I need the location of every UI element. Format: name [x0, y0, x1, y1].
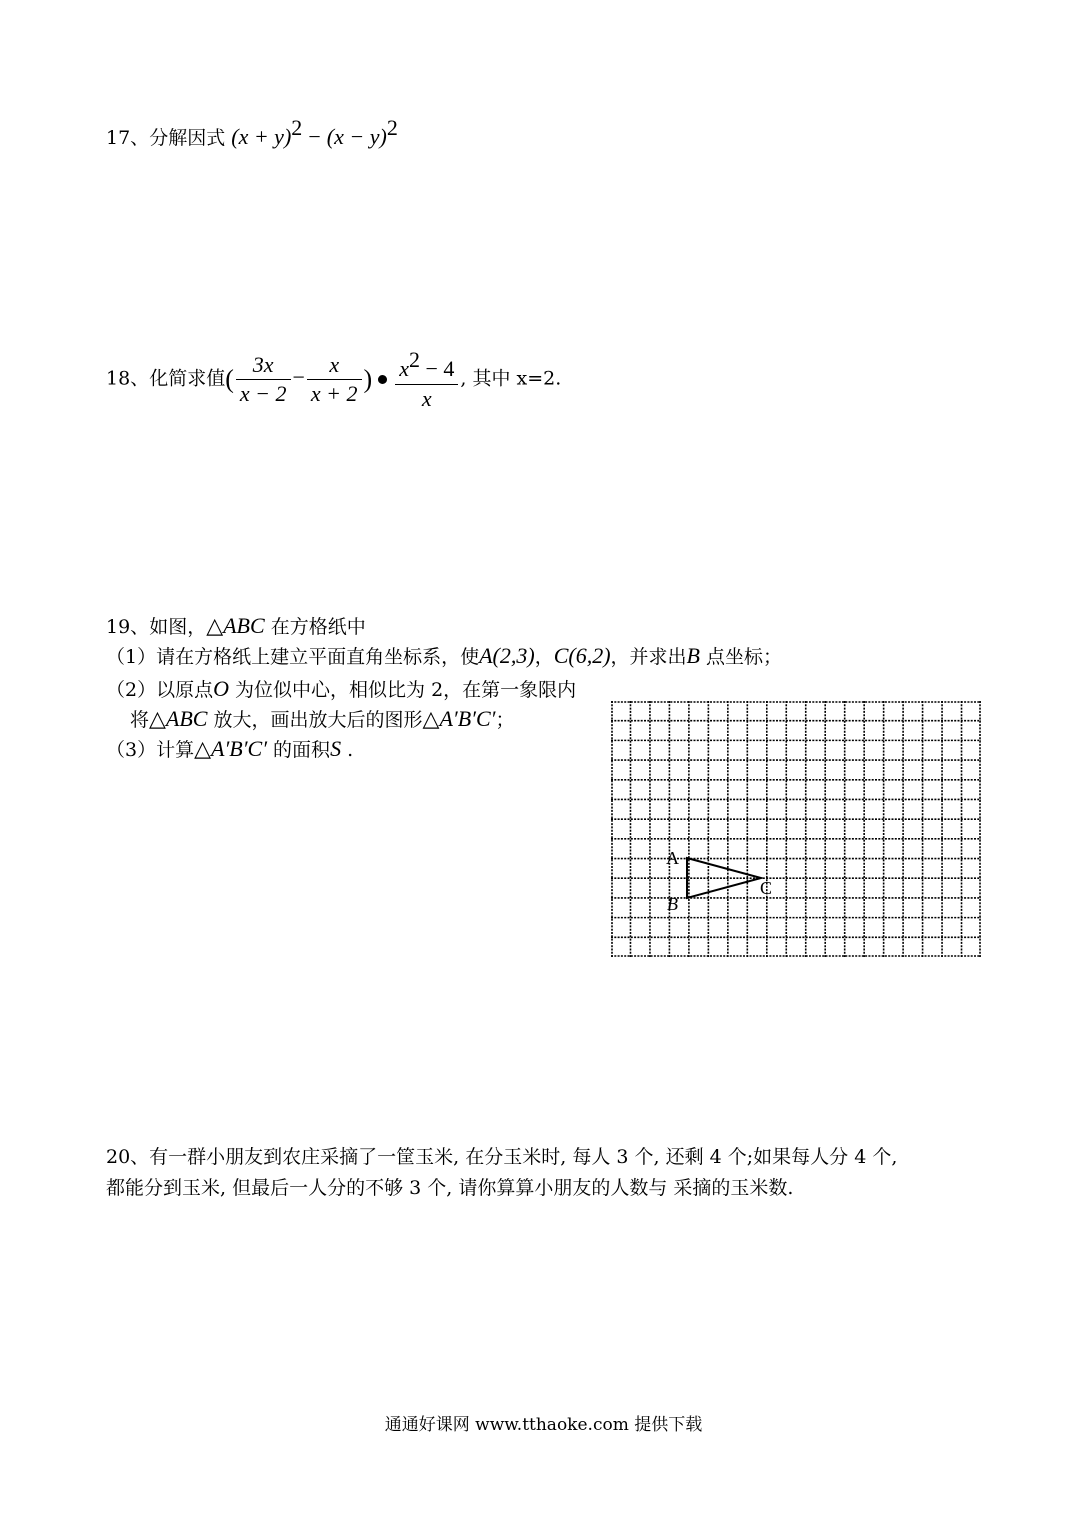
footer: 通通好课网 www.tthaoke.com 提供下载 — [384, 1415, 703, 1435]
q19-p1-sep: ， — [534, 646, 554, 668]
q17-number: 17、 — [106, 127, 150, 149]
q19-p3-text-a: （3）计算 — [106, 739, 195, 761]
label-c: C — [760, 878, 773, 898]
q19-p2-triangle-prime: △A′B′C′ — [422, 706, 496, 731]
q19-p2-text-d: 放大，画出放大后的图形 — [207, 709, 423, 731]
q19-p2-text-b: 为位似中心，相似比为 2，在第一象限内 — [228, 679, 577, 701]
q18-number: 18、 — [106, 367, 150, 390]
q18-f3-num-rest: − 4 — [419, 356, 455, 381]
q20-line-1: 20、有一群小朋友到农庄采摘了一筐玉米, 在分玉米时, 每人 3 个, 还剩 4 个;如果每人分 4 个, — [106, 1146, 898, 1168]
q18-f3-num-exp: 2 — [408, 347, 420, 372]
q17-expr-a: (x + y) — [231, 124, 292, 149]
q17-exp-a: 2 — [291, 115, 303, 140]
q19-p2-origin: O — [213, 676, 229, 701]
q18-close-paren: ) — [363, 364, 373, 394]
q19-part-2 — [106, 677, 576, 702]
q19-p2-text-e: ； — [495, 709, 515, 731]
q18-fraction-1 — [236, 353, 291, 406]
q17-prompt: 分解因式 — [149, 127, 226, 149]
q19-p2-triangle: △ABC — [149, 706, 208, 731]
q18-minus: − — [292, 364, 305, 390]
q19-p3-area-s: S — [330, 736, 342, 761]
q19-part-2-cont — [130, 707, 514, 732]
q18-f2-denominator: x + 2 — [310, 381, 358, 406]
q18-fraction-3 — [395, 348, 458, 411]
q19-intro-a: 如图， — [149, 616, 207, 638]
q19-part-1 — [106, 644, 782, 669]
q18-open-paren: ( — [225, 364, 234, 394]
q19-p2-text-c: 将 — [130, 709, 150, 731]
label-b: B — [667, 894, 678, 914]
q17-expr-b: (x − y) — [326, 124, 387, 149]
q18-f3-num-base: x — [399, 356, 409, 381]
q19-p1-text-b: ，并求出 — [610, 646, 687, 668]
q18-f1-denominator: x − 2 — [239, 381, 287, 406]
q19-intro — [106, 614, 366, 639]
question-17 — [106, 116, 398, 150]
q19-p1-point-a: A(2,3) — [479, 643, 535, 668]
q19-p3-text-c: . — [341, 739, 354, 761]
q19-p3-text-b: 的面积 — [267, 739, 331, 761]
multiply-dot-icon — [378, 375, 387, 384]
q19-p2-text-a: （2）以原点 — [106, 679, 214, 701]
q19-part-3 — [106, 737, 353, 762]
grid-svg — [611, 701, 981, 957]
q19-p1-text-c: 点坐标； — [700, 646, 783, 668]
q18-f1-numerator: 3x — [236, 353, 291, 380]
q18-f3-denominator: x — [421, 386, 432, 411]
q19-intro-triangle: △ABC — [206, 613, 265, 638]
grid-lines — [611, 701, 981, 957]
q19-intro-b: 在方格纸中 — [264, 616, 366, 638]
q18-fraction-2 — [307, 353, 362, 406]
q19-number: 19、 — [106, 616, 150, 638]
label-a: A — [666, 848, 679, 868]
q19-p1-text-a: （1）请在方格纸上建立平面直角坐标系，使 — [106, 646, 480, 668]
q18-f3-numerator — [395, 348, 458, 385]
q19-p1-point-b: B — [686, 643, 700, 668]
q20-line-2: 都能分到玉米, 但最后一人分的不够 3 个, 请你算算小朋友的人数与 采摘的玉米数. — [106, 1177, 794, 1199]
q18-f2-numerator: x — [307, 353, 362, 380]
q18-tail: , 其中 x=2. — [460, 367, 562, 390]
q17-minus: − — [308, 124, 321, 149]
question-18 — [106, 348, 561, 411]
q18-prompt: 化简求值 — [149, 367, 226, 390]
q17-exp-b: 2 — [386, 115, 398, 140]
q19-p1-point-c: C(6,2) — [553, 643, 611, 668]
grid-paper-figure — [611, 701, 981, 957]
q19-p3-triangle-prime: △A′B′C′ — [194, 736, 268, 761]
